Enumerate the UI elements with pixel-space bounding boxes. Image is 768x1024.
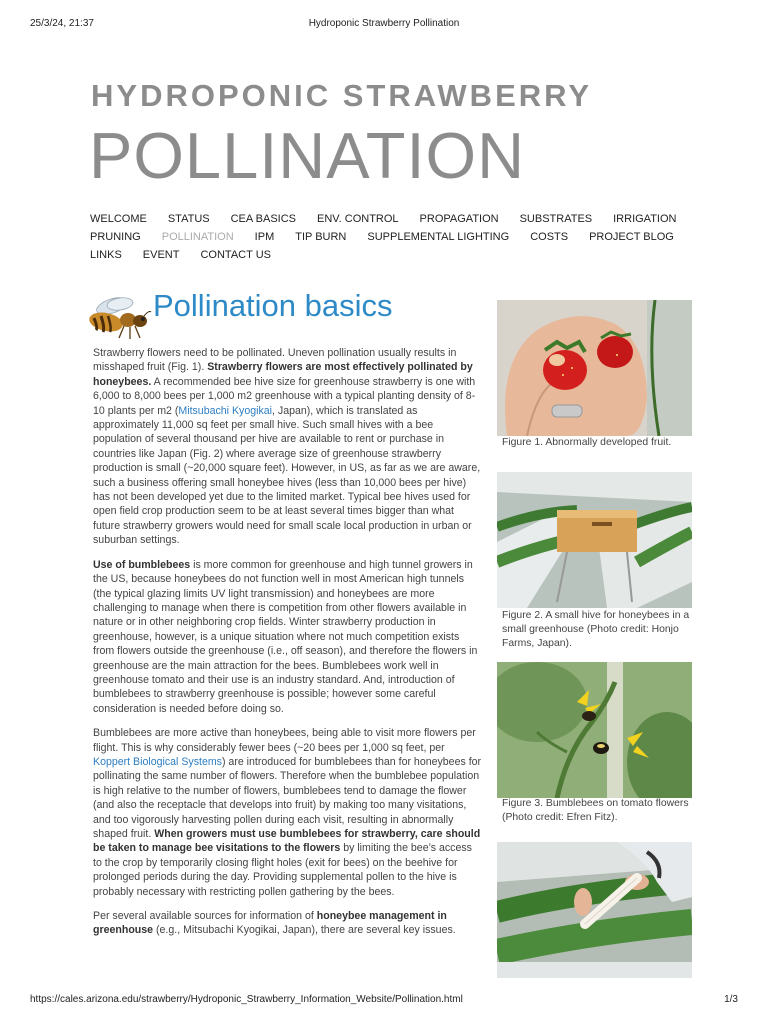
nav-item-event[interactable]: EVENT bbox=[142, 249, 180, 261]
nav-row bbox=[90, 246, 690, 264]
figure-3-caption: Figure 3. Bumblebees on tomato flowers (Photo credit: Efren Fitz). bbox=[502, 798, 689, 824]
site-title-big: POLLINATION bbox=[89, 119, 526, 192]
link-mitsubachi-kyogikai[interactable]: Mitsubachi Kyogikai bbox=[178, 404, 273, 417]
print-datetime: 25/3/24, 21:37 bbox=[30, 18, 94, 29]
text-run: Bumblebees are more active than honeybees, being able to visit more flowers per flight. This is why considerably fewer bees (~20 bees per 1,000 sq feet, per bbox=[93, 727, 476, 754]
print-title: Hydroponic Strawberry Pollination bbox=[308, 18, 460, 29]
nav-item-supplemental-lighting[interactable]: SUPPLEMENTAL LIGHTING bbox=[367, 231, 510, 243]
nav-item-contact-us[interactable]: CONTACT US bbox=[200, 249, 271, 261]
text-run: is more common for greenhouse and high tunnel growers in the US, because honeybees do not function well in most American high tunnels (the typical glazing limits UV light transmission) and honeybees are more challenging to manage when there is competition from other flowers available in nature or in other neighboring crop fields. Winter strawberry production in greenhouse, however, is a unique situation where not much competition exists from flowers outside the greenhouse (i.e., off season), and therefore the flowers in greenhouse are the main attraction for the bees. Bumblebees work well in greenhouse tomato and their use is an industry standard. And, introduction of bumblebees to strawberry greenhouse is possible; however some careful consideration is needed before doing so. bbox=[93, 558, 478, 715]
nav-item-env-control[interactable]: ENV. CONTROL bbox=[317, 213, 399, 225]
bold-run: Strawberry flowers are most effectively pollinated by honeybees. bbox=[93, 361, 473, 388]
section-title: Pollination basics bbox=[153, 288, 393, 323]
paragraph-honeybee-management bbox=[93, 909, 483, 938]
paragraph-bumblebees-use bbox=[93, 558, 483, 716]
text-run: ) are introduced for bumblebees than for honeybees for pollinating the same number of flowers. Therefore when the bumblebee population is high relative to the number of flowers, bumblebees tend to damage the flower (and also the receptacle that develops into fruit) by making too many visitations, and too vigorously harvesting pollen during each visit, resulting in abnormally shaped fruit. bbox=[93, 755, 482, 840]
text-run: A recommended bee hive size for greenhouse strawberry is one with 6,000 to 8,000 bees per 1,000 m2 greenhouse with a typical planting density of 8-10 plants per m2 ( bbox=[93, 375, 476, 417]
nav-item-cea-basics[interactable]: CEA BASICS bbox=[230, 213, 297, 225]
text-run: by limiting the bee’s access to the crop by temporarily closing flight holes (exit for bees) on the beehive for prolonged periods during the day. Providing supplemental pollen to the hive is probably necessary with restricting pollen gathering by the bees. bbox=[93, 842, 472, 898]
nav-item-links[interactable]: LINKS bbox=[90, 249, 122, 261]
nav-item-ipm[interactable]: IPM bbox=[254, 231, 275, 243]
nav-item-irrigation[interactable]: IRRIGATION bbox=[613, 213, 677, 225]
print-page-number: 1/3 bbox=[724, 994, 738, 1005]
nav-item-propagation[interactable]: PROPAGATION bbox=[419, 213, 499, 225]
print-header bbox=[30, 18, 738, 32]
nav-item-pollination[interactable]: POLLINATION bbox=[161, 231, 234, 243]
figure-2-image bbox=[497, 472, 692, 608]
text-run: Per several available sources for information of bbox=[93, 910, 317, 923]
nav-item-tip-burn[interactable]: TIP BURN bbox=[295, 231, 347, 243]
paragraph-honeybees bbox=[93, 346, 483, 548]
nav-row bbox=[90, 210, 690, 228]
text-run: Strawberry flowers need to be pollinated. Uneven pollination usually results in misshaped fruit (Fig. 1). bbox=[93, 347, 457, 374]
bee-icon bbox=[86, 292, 152, 342]
link-koppert[interactable]: Koppert Biological Systems bbox=[93, 755, 222, 768]
text-run: (e.g., Mitsubachi Kyogikai, Japan), there are several key issues. bbox=[153, 924, 456, 937]
figure-2-caption: Figure 2. A small hive for honeybees in a small greenhouse (Photo credit: Honjo Farms, Japan). bbox=[502, 610, 690, 650]
figure-1-image bbox=[497, 300, 692, 436]
nav-item-status[interactable]: STATUS bbox=[167, 213, 210, 225]
paragraph-bumblebees-activity bbox=[93, 726, 483, 899]
nav-item-welcome[interactable]: WELCOME bbox=[90, 213, 147, 225]
nav-item-costs[interactable]: COSTS bbox=[530, 231, 569, 243]
nav-row bbox=[90, 228, 690, 246]
text-run: , Japan), which is translated as approximately 11,000 sq feet per small hive. Such small hives with a bee population of several thousand per hive are available to rent or purchase in countries like Japan (Fig. 2) where average size of greenhouse strawberry production is small (~20,000 square feet). However, in US, as far as we are aware, such a business offering small honeybee hives (less than 10,000 bees per hive) has not been developed yet due to the limited market. Typical bee hives used for open field crop production seem to be at least several times bigger than what future strawberry growers would need for small scale local production in urban or suburban settings. bbox=[93, 404, 481, 547]
bold-run: When growers must use bumblebees for strawberry, care should be taken to manage bee visitations to the flowers bbox=[93, 828, 481, 855]
figure-1-caption: Figure 1. Abnormally developed fruit. bbox=[502, 437, 672, 448]
nav-item-substrates[interactable]: SUBSTRATES bbox=[519, 213, 593, 225]
main-nav bbox=[90, 210, 690, 264]
bold-run: honeybee management in greenhouse bbox=[93, 910, 447, 937]
article-body bbox=[93, 346, 483, 948]
nav-item-pruning[interactable]: PRUNING bbox=[90, 231, 141, 243]
nav-item-project-blog[interactable]: PROJECT BLOG bbox=[589, 231, 674, 243]
figure-4-image bbox=[497, 842, 692, 978]
print-url: https://cales.arizona.edu/strawberry/Hydroponic_Strawberry_Information_Website/Pollination.html bbox=[30, 994, 463, 1005]
site-title-small: HYDROPONIC STRAWBERRY bbox=[91, 78, 593, 113]
figure-3-image bbox=[497, 662, 692, 798]
bold-run: Use of bumblebees bbox=[93, 558, 191, 571]
